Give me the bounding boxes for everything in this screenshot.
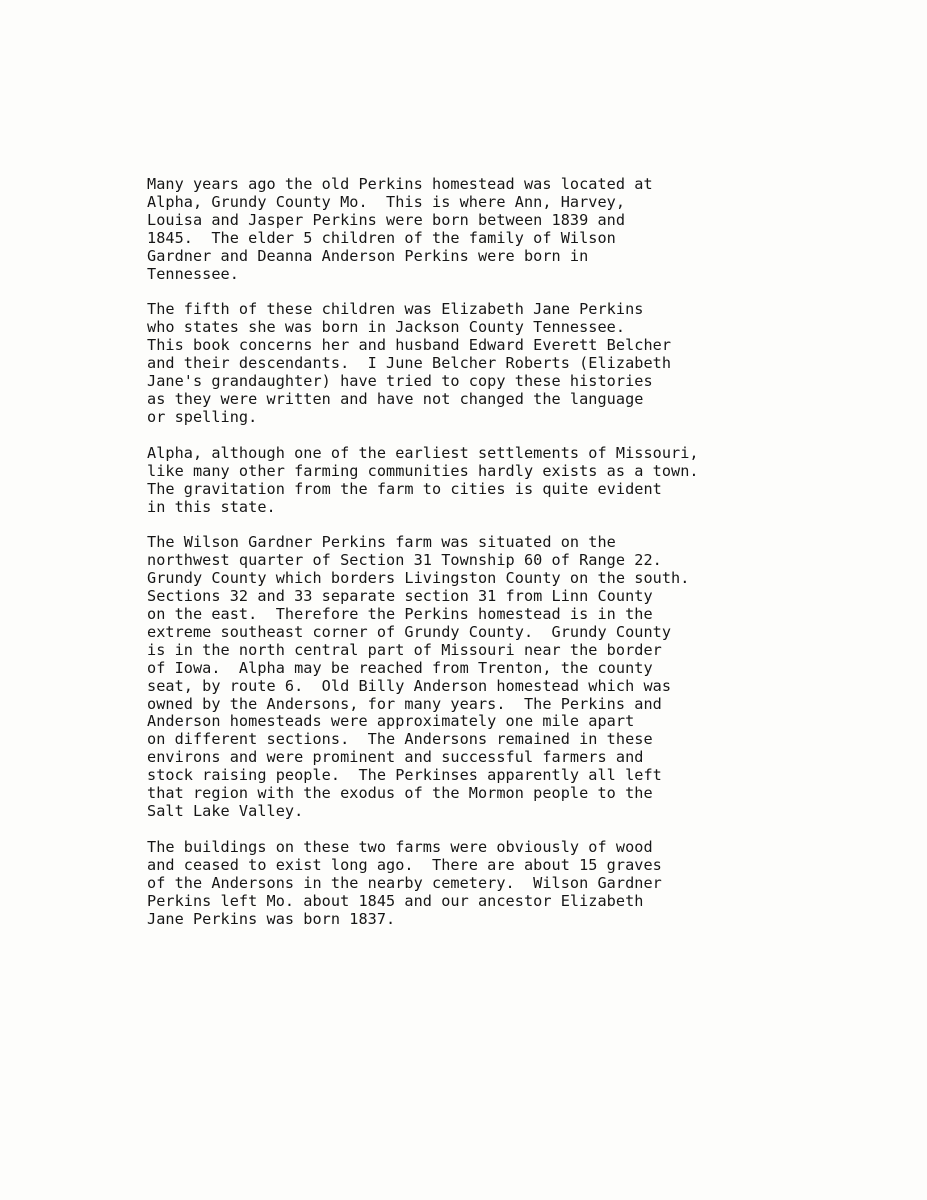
text-line: The fifth of these children was Elizabeth Jane Perkins — [147, 300, 644, 319]
text-line: Gardner and Deanna Anderson Perkins were born in — [147, 246, 589, 265]
text-line: and ceased to exist long ago. There are about 15 graves — [147, 855, 662, 874]
text-line: This book concerns her and husband Edward Everett Belcher — [147, 336, 672, 355]
text-line: as they were written and have not changed the language — [147, 389, 644, 408]
paragraph-alpha-settlement — [147, 445, 807, 517]
text-line: Jane's grandaughter) have tried to copy these histories — [147, 372, 653, 391]
text-line: and their descendants. I June Belcher Roberts (Elizabeth — [147, 354, 672, 373]
paragraph-perkins-farm — [147, 534, 807, 821]
paragraph-homestead-location — [147, 176, 807, 283]
text-line: environs and were prominent and successful farmers and — [147, 748, 644, 767]
text-line: Louisa and Jasper Perkins were born between 1839 and — [147, 210, 626, 229]
text-line: Many years ago the old Perkins homestead was located at — [147, 175, 653, 193]
text-line: Alpha, although one of the earliest settlements of Missouri, — [147, 443, 699, 462]
text-line: like many other farming communities hardly exists as a town. — [147, 461, 699, 480]
text-line: Jane Perkins was born 1837. — [147, 909, 396, 928]
text-line: Anderson homesteads were approximately one mile apart — [147, 712, 635, 731]
typed-text-body — [147, 176, 807, 946]
text-line: that region with the exodus of the Mormon people to the — [147, 784, 653, 803]
text-line: on the east. Therefore the Perkins homestead is in the — [147, 605, 653, 624]
text-line: is in the north central part of Missouri near the border — [147, 640, 662, 659]
text-line: seat, by route 6. Old Billy Anderson homestead which was — [147, 676, 672, 695]
text-line: Tennessee. — [147, 264, 239, 283]
text-line: The buildings on these two farms were obviously of wood — [147, 837, 653, 856]
text-line: The Wilson Gardner Perkins farm was situated on the — [147, 533, 616, 552]
text-line: owned by the Andersons, for many years. The Perkins and — [147, 694, 662, 713]
paragraph-farm-buildings — [147, 839, 807, 929]
text-line: or spelling. — [147, 407, 258, 426]
text-line: in this state. — [147, 497, 276, 516]
text-line: Alpha, Grundy County Mo. This is where Ann, Harvey, — [147, 192, 626, 211]
text-line: of the Andersons in the nearby cemetery. Wilson Gardner — [147, 873, 662, 892]
text-line: Sections 32 and 33 separate section 31 from Linn County — [147, 587, 653, 606]
text-line: Salt Lake Valley. — [147, 802, 304, 820]
text-line: Perkins left Mo. about 1845 and our ancestor Elizabeth — [147, 891, 644, 910]
text-line: of Iowa. Alpha may be reached from Trenton, the county — [147, 658, 653, 677]
text-line: Grundy County which borders Livingston County on the south. — [147, 569, 690, 588]
text-line: extreme southeast corner of Grundy County. Grundy County — [147, 622, 672, 641]
text-line: 1845. The elder 5 children of the family of Wilson — [147, 228, 616, 247]
text-line: stock raising people. The Perkinses apparently all left — [147, 766, 662, 785]
text-line: northwest quarter of Section 31 Township 60 of Range 22. — [147, 551, 662, 570]
paragraph-elizabeth-jane — [147, 301, 807, 426]
text-line: on different sections. The Andersons remained in these — [147, 730, 653, 749]
text-line: The gravitation from the farm to cities is quite evident — [147, 479, 662, 498]
text-line: who states she was born in Jackson County Tennessee. — [147, 318, 626, 337]
